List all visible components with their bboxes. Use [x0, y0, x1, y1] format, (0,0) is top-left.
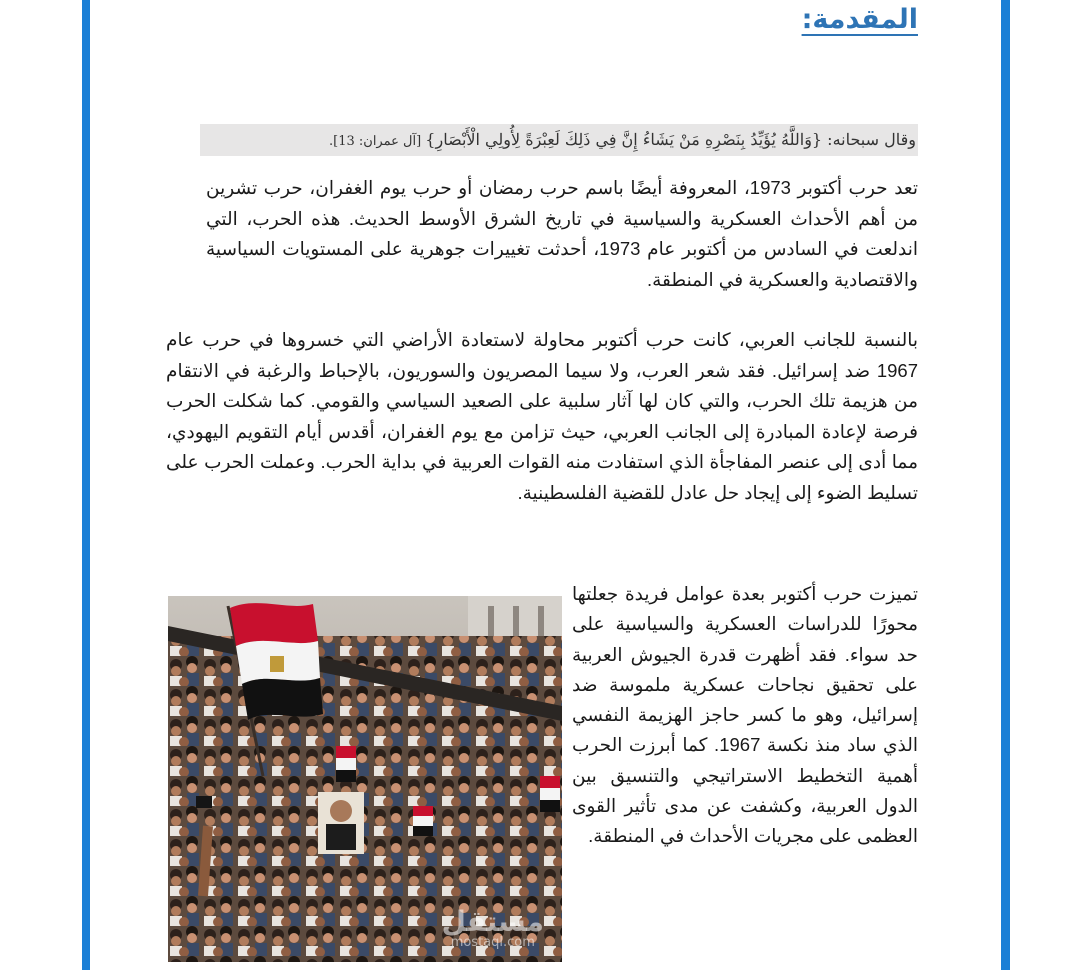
quran-verse-box	[200, 124, 918, 156]
verse-intro: وقال سبحانه:	[822, 130, 916, 149]
watermark-arabic: مستقل	[441, 905, 544, 938]
verse-source: [آل عمران: 13].	[329, 134, 426, 149]
paragraph-features: تميزت حرب أكتوبر بعدة عوامل فريدة جعلتها محورًا للدراسات العسكرية والسياسية على حد سواء. فقد أظهرت قدرة الجيوش العربية على تحقيق نجاحات عسكرية ملموسة ضد إسرائيل، وهو ما كسر حاجز الهزيمة النفسي الذي ساد منذ نكسة 1967. كما أبرزت الحرب أهمية التخطيط الاستراتيجي والتنسيق بين الدول العربية، وكشفت عن مدى تأثير القوى العظمى على مجريات الأحداث في المنطقة.	[572, 583, 918, 847]
paragraph-arab-side: بالنسبة للجانب العربي، كانت حرب أكتوبر محاولة لاستعادة الأراضي التي خسروها في حرب عام 1967 ضد إسرائيل. فقد شعر العرب، ولا سيما المصريون والسوريون، بالإحباط والرغبة في الانتقام من هزيمة تلك الحرب، والتي كان لها آثار سلبية على الصعيد السياسي والقومي. كما شكلت الحرب فرصة لإعادة المبادرة إلى الجانب العربي، حيث تزامن مع يوم الغفران، أقدس أيام التقويم اليهودي، مما أدى إلى عنصر المفاجأة الذي استفادت منه القوات العربية في بداية الحرب. وعملت الحرب على تسليط الضوء إلى إيجاد حل عادل للقضية الفلسطينية.	[166, 329, 918, 503]
page-border-left	[82, 0, 90, 970]
watermark-latin: mostaql.com	[450, 935, 535, 950]
section-heading: المقدمة:	[801, 4, 918, 35]
crowd-photo	[168, 596, 562, 962]
paragraph-intro: تعد حرب أكتوبر 1973، المعروفة أيضًا باسم حرب رمضان أو حرب يوم الغفران، حرب تشرين من أهم الأحداث العسكرية والسياسية في تاريخ الشرق الأوسط الحديث. هذه الحرب، التي اندلعت في السادس من أكتوبر عام 1973، أحدثت تغييرات جوهرية على المستويات السياسية والاقتصادية والعسكرية في المنطقة.	[206, 177, 918, 290]
watermark	[441, 905, 544, 950]
verse-text: {وَاللَّهُ يُؤَيِّدُ بِنَصْرِهِ مَنْ يَشَاءُ إِنَّ فِي ذَلِكَ لَعِبْرَةً لِأُولِي الْأَبْصَارِ}	[425, 130, 823, 149]
page-border-right	[1001, 0, 1010, 970]
